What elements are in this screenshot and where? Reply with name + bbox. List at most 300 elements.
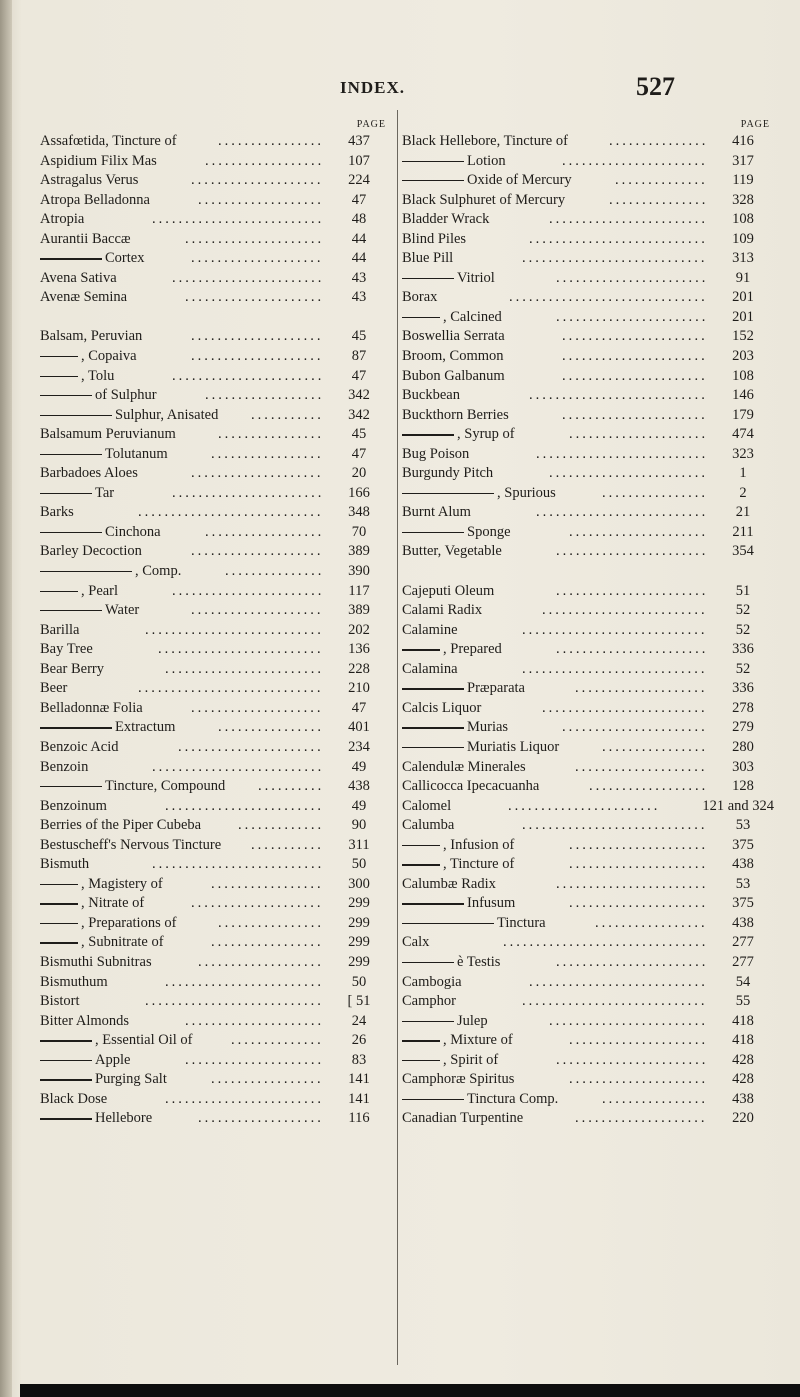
entry-page-number: 437 bbox=[348, 133, 370, 149]
entry-term bbox=[402, 464, 493, 484]
leader-dots: .................... bbox=[191, 348, 324, 365]
entry-term-text: Camphor bbox=[402, 993, 456, 1010]
index-entry bbox=[40, 621, 390, 641]
leader-dots: .................... bbox=[191, 172, 324, 189]
leader-dots: ....................... bbox=[172, 582, 325, 599]
entry-page-number: 389 bbox=[348, 602, 370, 619]
entry-term bbox=[402, 269, 495, 289]
leader-dots: ........................ bbox=[549, 1012, 708, 1029]
entry-page-number: 299 bbox=[348, 895, 370, 912]
entry-page-number: 278 bbox=[732, 699, 754, 716]
entry-page-number: 280 bbox=[732, 738, 754, 755]
index-entry bbox=[402, 601, 774, 621]
entry-term bbox=[402, 210, 489, 230]
leader-dots: ...................... bbox=[562, 328, 708, 345]
index-entry bbox=[402, 679, 774, 699]
entry-term-text: Calamina bbox=[402, 660, 458, 677]
entry-term-text: Black Hellebore, Tincture of bbox=[402, 133, 568, 149]
leader-dots: ................ bbox=[218, 914, 324, 931]
leader-dots: .................... bbox=[575, 758, 708, 775]
entry-term-text: Bismuthum bbox=[40, 973, 108, 990]
leader-dots: ................... bbox=[198, 1110, 324, 1127]
leader-dots: ............................ bbox=[522, 250, 708, 267]
entry-term bbox=[40, 601, 139, 621]
leader-dots: .................... bbox=[191, 328, 324, 345]
leader-dots: .......................... bbox=[536, 504, 709, 521]
entry-term bbox=[40, 269, 117, 289]
entry-term bbox=[40, 582, 118, 602]
entry-page-number: 348 bbox=[348, 504, 370, 521]
entry-term-text: Tincture, Compound bbox=[105, 778, 226, 795]
index-entry bbox=[40, 973, 390, 993]
leader-dots: .................... bbox=[191, 465, 324, 482]
index-entry bbox=[402, 738, 774, 758]
entry-term bbox=[402, 914, 546, 934]
leader-dots: ........... bbox=[251, 836, 324, 853]
entry-term bbox=[402, 738, 559, 758]
entry-term-text: è Testis bbox=[457, 953, 501, 970]
page-column-label: PAGE bbox=[356, 119, 386, 130]
ditto-dash bbox=[40, 493, 92, 494]
entry-page-number: 109 bbox=[732, 230, 754, 247]
leader-dots: ................ bbox=[218, 719, 324, 736]
index-entry bbox=[402, 875, 774, 895]
index-entry bbox=[40, 875, 390, 895]
entry-term bbox=[402, 288, 437, 308]
entry-term-text: of Sulphur bbox=[95, 387, 157, 404]
entry-page-number: 91 bbox=[735, 269, 751, 286]
entry-page-number: 228 bbox=[348, 660, 370, 677]
entry-page-number: 234 bbox=[348, 738, 370, 755]
entry-term-text: Sulphur, Anisated bbox=[115, 406, 219, 423]
entry-term bbox=[402, 601, 482, 621]
ditto-dash bbox=[40, 942, 78, 943]
entry-term-text: Tar bbox=[95, 484, 115, 501]
index-entry bbox=[40, 836, 390, 856]
index-entry bbox=[40, 640, 390, 660]
leader-dots: ...................... bbox=[562, 406, 708, 423]
entry-term-text: Tinctura Comp. bbox=[467, 1090, 559, 1107]
leader-dots: .................. bbox=[205, 387, 325, 404]
entry-page-number: 2 bbox=[739, 484, 747, 501]
entry-term bbox=[40, 327, 142, 347]
ditto-dash bbox=[40, 727, 112, 728]
ditto-dash bbox=[40, 532, 102, 533]
entry-page-number: 24 bbox=[351, 1012, 367, 1029]
leader-dots: ........................ bbox=[165, 660, 324, 677]
entry-page-number: 328 bbox=[732, 191, 754, 208]
leader-dots: .................... bbox=[191, 250, 324, 267]
index-entry bbox=[402, 523, 774, 543]
column-divider bbox=[397, 110, 398, 1365]
entry-page-number: 342 bbox=[348, 387, 370, 404]
entry-page-number: 179 bbox=[732, 406, 754, 423]
index-entry bbox=[402, 347, 774, 367]
entry-term bbox=[40, 894, 144, 914]
entry-term-text: , Mixture of bbox=[443, 1032, 513, 1049]
entry-term bbox=[40, 797, 107, 817]
entry-term bbox=[40, 816, 201, 836]
entry-term bbox=[402, 992, 456, 1012]
entry-term-text: Belladonnæ Folia bbox=[40, 699, 143, 716]
entry-page-number: 342 bbox=[348, 406, 370, 423]
index-entry bbox=[40, 1012, 390, 1032]
entry-term bbox=[402, 308, 502, 328]
index-entry bbox=[40, 171, 390, 191]
entry-term-text: Avenæ Semina bbox=[40, 289, 128, 306]
leader-dots: ...................... bbox=[562, 719, 708, 736]
index-column-left bbox=[40, 118, 390, 1129]
leader-dots: ..................... bbox=[185, 1012, 325, 1029]
index-entry bbox=[402, 484, 774, 504]
index-entry bbox=[402, 367, 774, 387]
leader-dots: .................. bbox=[205, 523, 325, 540]
ditto-dash bbox=[40, 786, 102, 787]
entry-term-text: Extractum bbox=[115, 719, 176, 736]
entry-page-number: 166 bbox=[348, 484, 370, 501]
entry-term bbox=[40, 875, 163, 895]
index-entry bbox=[40, 1031, 390, 1051]
leader-dots: ....................... bbox=[172, 269, 325, 286]
entry-term-text: Bug Poison bbox=[402, 445, 470, 462]
entry-term-text: Buckbean bbox=[402, 387, 460, 404]
leader-dots: .............. bbox=[231, 1032, 324, 1049]
entry-term bbox=[40, 621, 79, 641]
index-entry bbox=[40, 777, 390, 797]
entry-term bbox=[402, 484, 556, 504]
ditto-dash bbox=[40, 356, 78, 357]
entry-term bbox=[40, 1031, 192, 1051]
leader-dots: .......... bbox=[258, 778, 325, 795]
ditto-dash bbox=[402, 688, 464, 689]
leader-dots: ........... bbox=[251, 406, 324, 423]
leader-dots: ........................... bbox=[145, 621, 324, 638]
index-entry bbox=[402, 640, 774, 660]
ditto-dash bbox=[402, 747, 464, 748]
leader-dots: ............... bbox=[225, 563, 325, 580]
entry-term-text: Purging Salt bbox=[95, 1071, 167, 1088]
ditto-dash bbox=[40, 923, 78, 924]
entry-page-number: 418 bbox=[732, 1012, 754, 1029]
ditto-dash bbox=[402, 649, 440, 650]
index-entry bbox=[402, 132, 774, 152]
entry-term bbox=[40, 367, 114, 387]
entry-term bbox=[40, 933, 164, 953]
ditto-dash bbox=[40, 1060, 92, 1061]
index-entry bbox=[40, 601, 390, 621]
entry-term bbox=[402, 953, 500, 973]
index-entry bbox=[40, 992, 390, 1012]
index-entry bbox=[40, 210, 390, 230]
entry-term bbox=[402, 718, 508, 738]
index-entry bbox=[402, 1070, 774, 1090]
entry-term-text: , Pearl bbox=[81, 582, 119, 599]
leader-dots: ................ bbox=[602, 738, 708, 755]
entry-page-number: 52 bbox=[735, 660, 751, 677]
entry-term-text: Benzoinum bbox=[40, 797, 107, 814]
ditto-dash bbox=[40, 591, 78, 592]
entry-page-number: 20 bbox=[351, 465, 367, 482]
index-entry bbox=[40, 953, 390, 973]
entry-term-text: Bitter Almonds bbox=[40, 1012, 130, 1029]
ditto-dash bbox=[402, 532, 464, 533]
entry-term-text: Astragalus Verus bbox=[40, 172, 139, 189]
leader-dots: ........................ bbox=[549, 211, 708, 228]
entry-page-number: 203 bbox=[732, 348, 754, 365]
entry-term-text: Tolutanum bbox=[105, 445, 168, 462]
entry-page-number: 311 bbox=[348, 836, 370, 853]
entry-term bbox=[40, 230, 131, 250]
entry-term bbox=[402, 836, 514, 856]
entry-term-text: Blue Pill bbox=[402, 250, 454, 267]
entry-term-text: Calomel bbox=[402, 797, 452, 814]
index-entry bbox=[40, 523, 390, 543]
entry-term bbox=[402, 797, 451, 817]
leader-dots: .......................... bbox=[536, 445, 709, 462]
entry-term-text: Assafœtida, Tincture of bbox=[40, 133, 177, 149]
leader-dots: ................. bbox=[211, 445, 324, 462]
entry-term bbox=[40, 855, 89, 875]
entry-term-text: Hellebore bbox=[95, 1110, 153, 1127]
entry-page-number: 336 bbox=[732, 641, 754, 658]
leader-dots: ..................... bbox=[569, 1071, 709, 1088]
index-entry bbox=[40, 699, 390, 719]
leader-dots: .................. bbox=[205, 152, 325, 169]
index-entry bbox=[402, 973, 774, 993]
entry-list bbox=[402, 132, 774, 1129]
entry-term bbox=[402, 327, 505, 347]
entry-term-text: Murias bbox=[467, 719, 509, 736]
index-entry bbox=[402, 699, 774, 719]
index-entry bbox=[40, 249, 390, 269]
entry-page-number: 1 bbox=[739, 465, 747, 482]
ditto-dash bbox=[402, 1021, 454, 1022]
leader-dots: ............................... bbox=[503, 934, 709, 951]
index-entry bbox=[402, 797, 774, 817]
entry-term-text: Bladder Wrack bbox=[402, 211, 490, 228]
entry-term-text: Blind Piles bbox=[402, 230, 467, 247]
entry-term-text: Bubon Galbanum bbox=[402, 367, 505, 384]
index-entry bbox=[40, 191, 390, 211]
entry-page-number: 152 bbox=[732, 328, 754, 345]
entry-page-number: 438 bbox=[732, 914, 754, 931]
index-entry bbox=[402, 288, 774, 308]
entry-term bbox=[402, 758, 526, 778]
entry-page-number: 313 bbox=[732, 250, 754, 267]
leader-dots: ............................ bbox=[522, 993, 708, 1010]
entry-term-text: Avena Sativa bbox=[40, 269, 117, 286]
entry-term-text: Boswellia Serrata bbox=[402, 328, 505, 345]
index-entry bbox=[40, 464, 390, 484]
ditto-dash bbox=[40, 1079, 92, 1080]
index-entry bbox=[402, 836, 774, 856]
ditto-dash bbox=[40, 454, 102, 455]
entry-page-number: 52 bbox=[735, 621, 751, 638]
ditto-dash bbox=[402, 180, 464, 181]
leader-dots: ..................... bbox=[569, 523, 709, 540]
index-entry bbox=[402, 445, 774, 465]
entry-term bbox=[402, 406, 509, 426]
leader-dots: ................ bbox=[218, 133, 324, 149]
entry-page-number: 47 bbox=[351, 445, 367, 462]
entry-page-number: 48 bbox=[351, 211, 367, 228]
entry-page-number: 201 bbox=[732, 289, 754, 306]
index-entry bbox=[402, 953, 774, 973]
index-entry bbox=[402, 425, 774, 445]
entry-term-text: , Prepared bbox=[443, 641, 502, 658]
ditto-dash bbox=[402, 493, 494, 494]
entry-page-number: 438 bbox=[732, 856, 754, 873]
entry-term bbox=[402, 855, 514, 875]
entry-term-text: Callicocca Ipecacuanha bbox=[402, 778, 540, 795]
entry-term-text: , Nitrate of bbox=[81, 895, 145, 912]
entry-term-text: Julep bbox=[457, 1012, 488, 1029]
entry-page-number: 49 bbox=[351, 797, 367, 814]
entry-term-text: , Spirit of bbox=[443, 1051, 499, 1068]
ditto-dash bbox=[402, 1040, 440, 1041]
leader-dots: ............... bbox=[609, 191, 709, 208]
index-entry bbox=[402, 582, 774, 602]
leader-dots: ................... bbox=[198, 191, 324, 208]
index-entry bbox=[402, 171, 774, 191]
entry-term-text: Benzoin bbox=[40, 758, 89, 775]
index-entry bbox=[40, 1070, 390, 1090]
entry-term-text: , Tincture of bbox=[443, 856, 515, 873]
leader-dots: ....................... bbox=[556, 582, 709, 599]
entry-page-number: 277 bbox=[732, 934, 754, 951]
entry-term-text: Black Sulphuret of Mercury bbox=[402, 191, 566, 208]
index-entry bbox=[402, 894, 774, 914]
ditto-dash bbox=[40, 1040, 92, 1041]
entry-term-text: Cortex bbox=[105, 250, 145, 267]
index-entry bbox=[402, 992, 774, 1012]
ditto-dash bbox=[402, 434, 454, 435]
entry-term bbox=[40, 953, 152, 973]
index-entry bbox=[40, 152, 390, 172]
entry-term bbox=[402, 816, 454, 836]
leader-dots: ......................... bbox=[158, 641, 324, 658]
entry-page-number: [ 51 bbox=[347, 993, 371, 1010]
entry-term-text: Water bbox=[105, 602, 140, 619]
index-entry bbox=[402, 386, 774, 406]
entry-term-text: Cajeputi Oleum bbox=[402, 582, 495, 599]
entry-page-number: 136 bbox=[348, 641, 370, 658]
leader-dots: ................. bbox=[211, 1071, 324, 1088]
entry-term-text: , Preparations of bbox=[81, 914, 177, 931]
entry-term-text: Bismuthi Subnitras bbox=[40, 953, 152, 970]
leader-dots: ................ bbox=[218, 426, 324, 443]
entry-term bbox=[40, 660, 104, 680]
page-column-label: PAGE bbox=[740, 119, 770, 130]
index-column-right bbox=[402, 118, 774, 1129]
entry-page-number: 49 bbox=[351, 758, 367, 775]
entry-term bbox=[40, 249, 144, 269]
entry-term bbox=[402, 933, 429, 953]
entry-page-number: 45 bbox=[351, 328, 367, 345]
entry-term-text: Aspidium Filix Mas bbox=[40, 152, 157, 169]
index-entry bbox=[40, 503, 390, 523]
entry-term bbox=[402, 347, 504, 367]
entry-page-number: 53 bbox=[735, 817, 751, 834]
index-entry bbox=[40, 816, 390, 836]
index-entry bbox=[40, 758, 390, 778]
index-entry bbox=[40, 1109, 390, 1129]
entry-term-text: , Subnitrate of bbox=[81, 934, 164, 951]
entry-term bbox=[40, 425, 176, 445]
index-entry bbox=[402, 230, 774, 250]
entry-page-number: 43 bbox=[351, 269, 367, 286]
entry-term bbox=[402, 1051, 498, 1071]
entry-term bbox=[402, 249, 453, 269]
entry-term-text: Vitriol bbox=[457, 269, 495, 286]
entry-page-number: 21 bbox=[735, 504, 751, 521]
entry-term-text: , Infusion of bbox=[443, 836, 515, 853]
index-entry bbox=[40, 894, 390, 914]
entry-term bbox=[402, 894, 515, 914]
entry-term bbox=[40, 1109, 152, 1129]
entry-term-text: Apple bbox=[95, 1051, 131, 1068]
entry-page-number: 211 bbox=[732, 523, 754, 540]
entry-term-text: Tinctura bbox=[497, 914, 546, 931]
entry-term bbox=[40, 777, 225, 797]
index-entry bbox=[40, 1090, 390, 1110]
leader-dots: .......................... bbox=[152, 211, 325, 228]
entry-page-number: 299 bbox=[348, 914, 370, 931]
index-entry bbox=[402, 816, 774, 836]
entry-term-text: , Syrup of bbox=[457, 426, 515, 443]
index-entry bbox=[402, 210, 774, 230]
leader-dots: .................... bbox=[575, 680, 708, 697]
index-entry bbox=[402, 621, 774, 641]
entry-page-number: 119 bbox=[732, 172, 754, 189]
entry-page-number: 428 bbox=[732, 1071, 754, 1088]
page-number: 527 bbox=[636, 72, 675, 101]
entry-term bbox=[40, 171, 138, 191]
ditto-dash bbox=[402, 962, 454, 963]
entry-term-text: Cambogia bbox=[402, 973, 462, 990]
entry-page-number: 375 bbox=[732, 836, 754, 853]
entry-page-number: 44 bbox=[351, 230, 367, 247]
index-entry bbox=[402, 269, 774, 289]
index-entry bbox=[402, 191, 774, 211]
ditto-dash bbox=[402, 1099, 464, 1100]
index-entry bbox=[40, 406, 390, 426]
entry-term-text: Buckthorn Berries bbox=[402, 406, 509, 423]
entry-term-text: Atropa Belladonna bbox=[40, 191, 150, 208]
entry-term-text: Balsamum Peruvianum bbox=[40, 426, 176, 443]
index-entry bbox=[40, 425, 390, 445]
ditto-dash bbox=[40, 884, 78, 885]
entry-page-number: 224 bbox=[348, 172, 370, 189]
entry-page-number: 146 bbox=[732, 387, 754, 404]
entry-page-number: 108 bbox=[732, 211, 754, 228]
leader-dots: ........................ bbox=[165, 973, 324, 990]
leader-dots: ....................... bbox=[172, 367, 325, 384]
entry-term bbox=[402, 425, 515, 445]
leader-dots: ...................... bbox=[562, 367, 708, 384]
leader-dots: ...................... bbox=[562, 348, 708, 365]
leader-dots: ...................... bbox=[178, 738, 324, 755]
index-entry bbox=[40, 562, 390, 582]
entry-term-text: Benzoic Acid bbox=[40, 738, 119, 755]
entry-page-number: 220 bbox=[732, 1110, 754, 1127]
entry-term-text: , Copaiva bbox=[81, 348, 137, 365]
entry-page-number: 87 bbox=[351, 348, 367, 365]
ditto-dash bbox=[40, 258, 102, 259]
index-entry bbox=[402, 718, 774, 738]
entry-term bbox=[40, 836, 221, 856]
index-entry bbox=[402, 855, 774, 875]
